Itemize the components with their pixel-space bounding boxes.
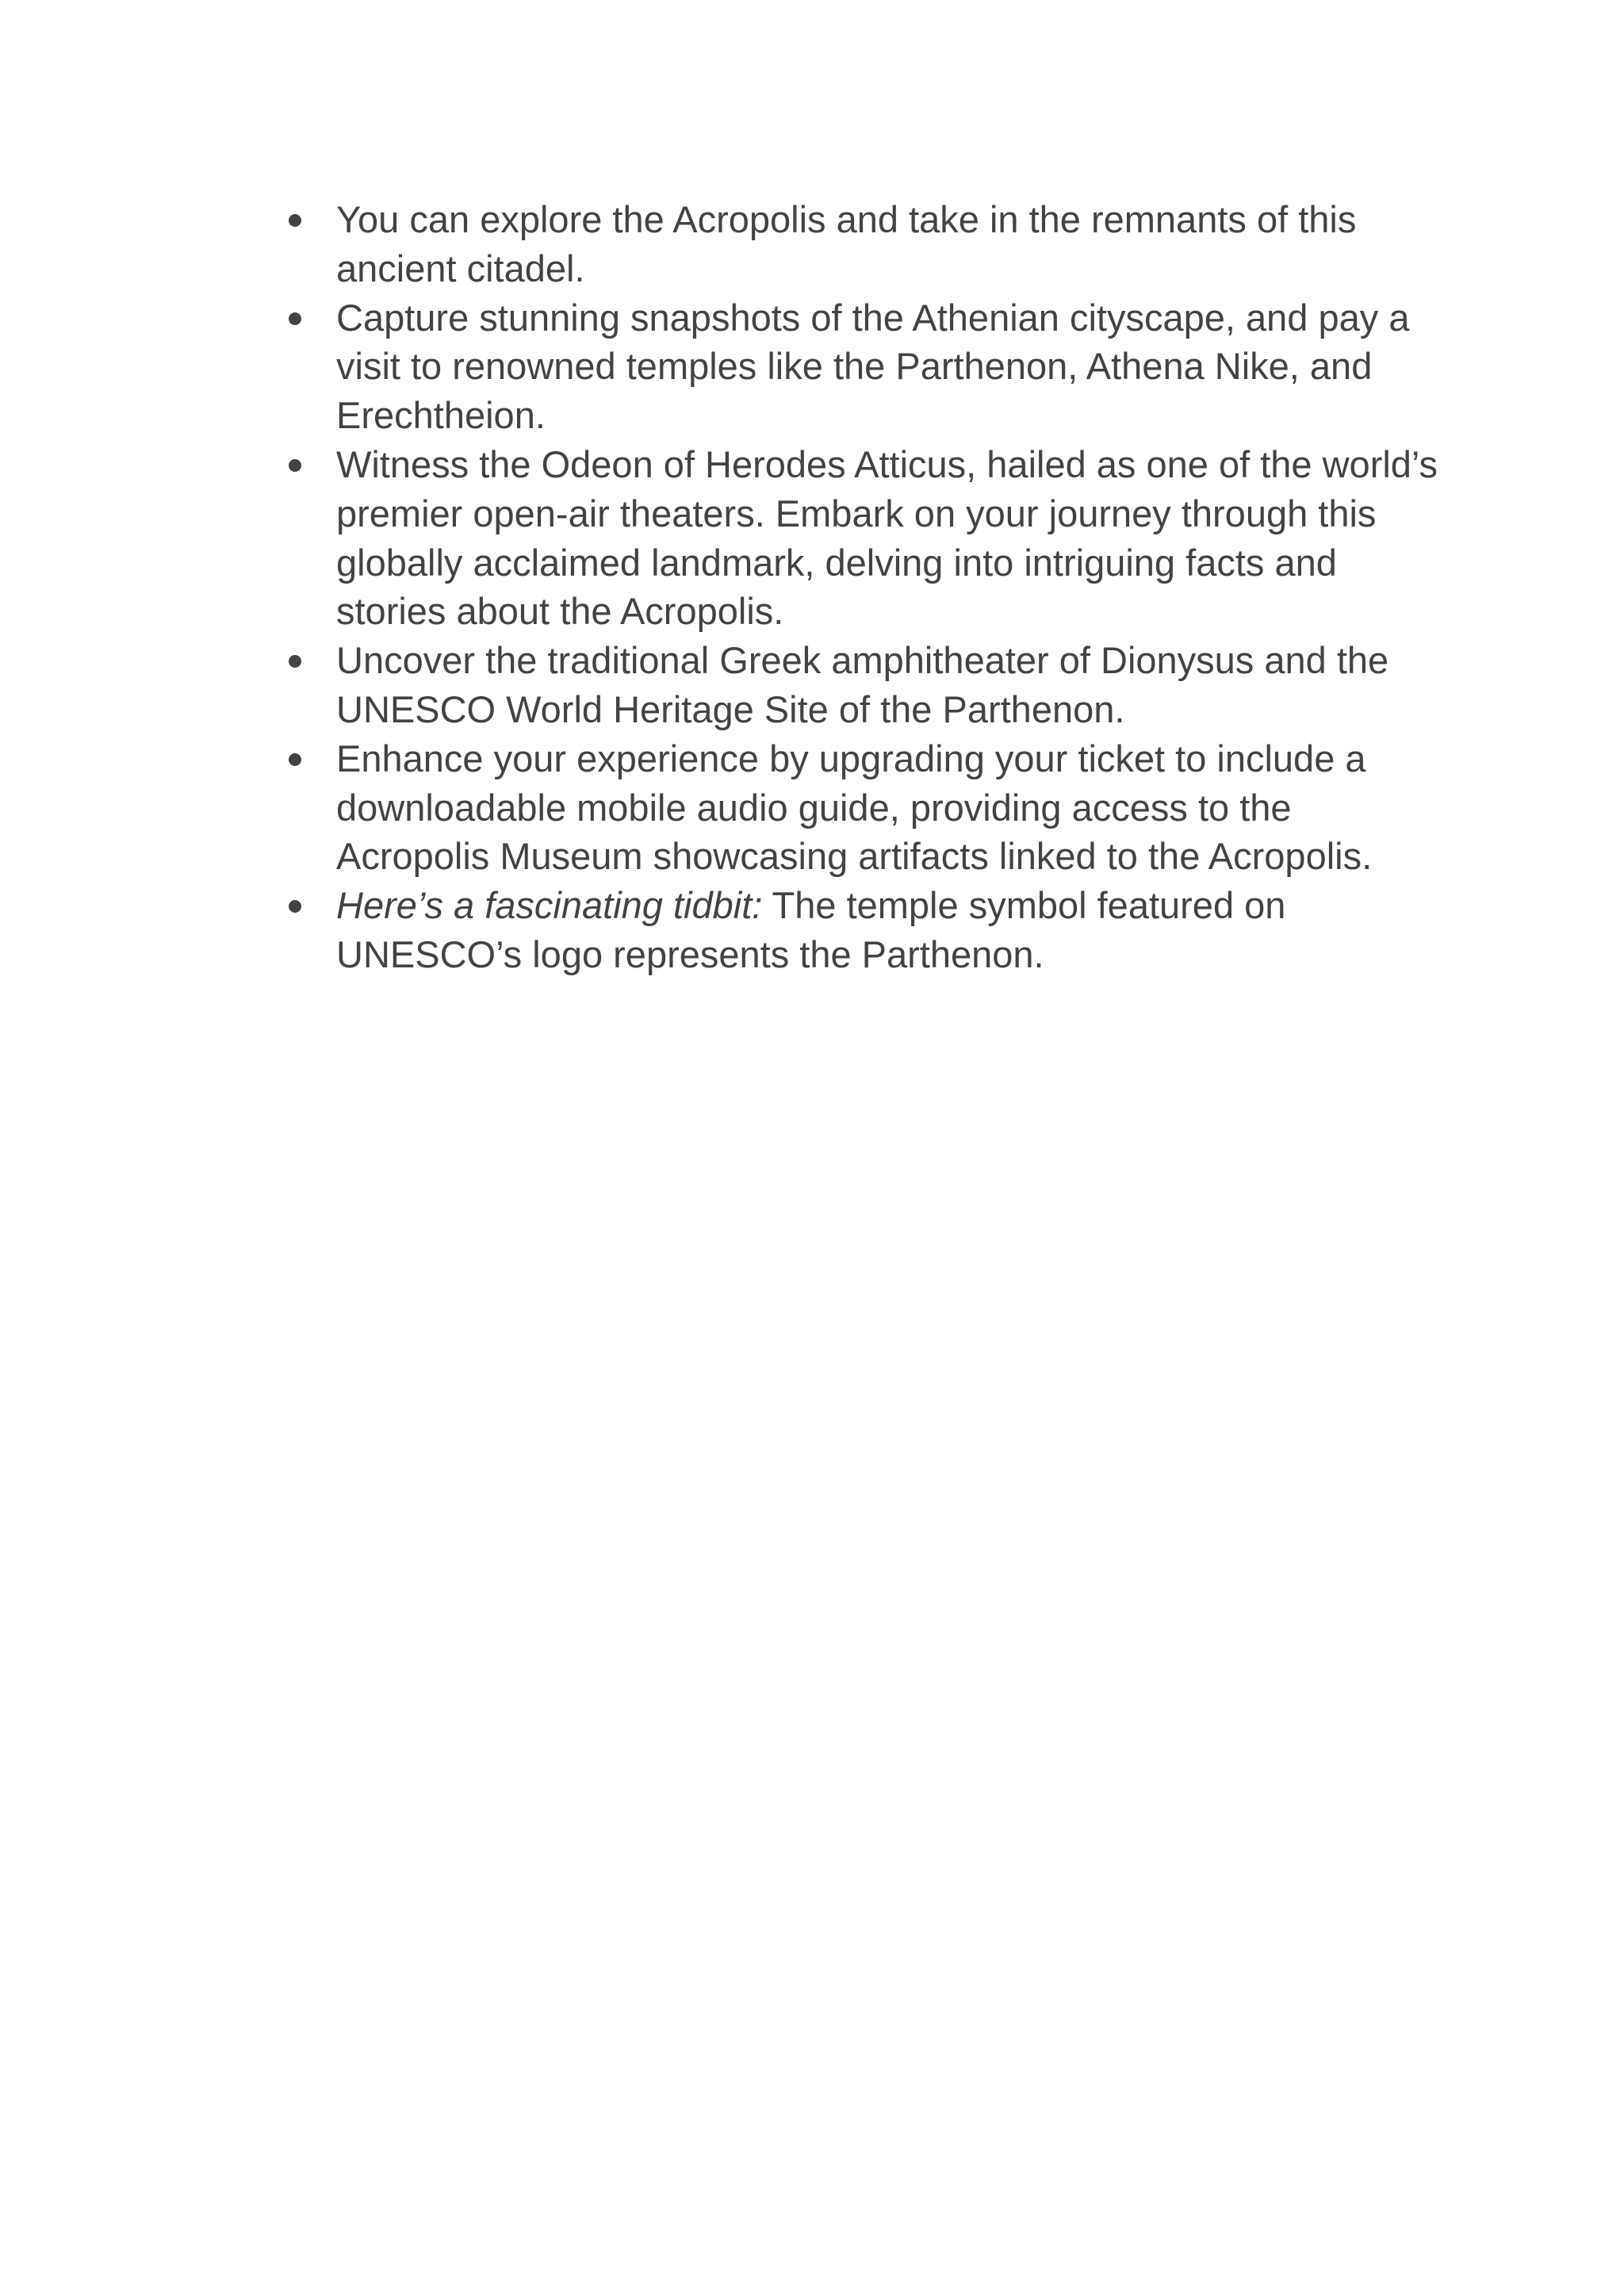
list-item-text: You can explore the Acropolis and take in the remnants of this ancient citadel. — [336, 198, 1357, 289]
list-item-text: Witness the Odeon of Herodes Atticus, hailed as one of the world’s premier open-air theaters. Embark on your journey through this globally acclaimed landmark, delving into intriguing facts and stories about the Acropolis. — [336, 442, 1438, 633]
list-item-text: Capture stunning snapshots of the Athenian cityscape, and pay a visit to renowned temples like the Parthenon, Athena Nike, and Erechtheion. — [336, 296, 1410, 437]
bullet-icon — [289, 753, 301, 766]
list-item — [285, 293, 1443, 440]
list-item-text: Enhance your experience by upgrading your ticket to include a downloadable mobile audio guide, providing access to the Acropolis Museum showcasing artifacts linked to the Acropolis. — [336, 737, 1373, 878]
bullet-icon — [289, 655, 301, 668]
list-item — [285, 734, 1443, 881]
list-item-text: Uncover the traditional Greek amphitheater of Dionysus and the UNESCO World Heritage Site of the Parthenon. — [336, 639, 1389, 730]
bullet-icon — [289, 900, 301, 913]
list-item — [285, 881, 1443, 979]
list-item — [285, 636, 1443, 734]
bullet-icon — [289, 312, 301, 325]
list-item — [285, 195, 1443, 293]
list-item-italic-lead: Here’s a fascinating tidbit: — [336, 884, 763, 927]
bullet-icon — [289, 459, 301, 472]
list-item — [285, 440, 1443, 636]
list-item-text: The temple symbol featured on UNESCO’s logo represents the Parthenon. — [336, 884, 1286, 975]
bullet-icon — [289, 214, 301, 227]
bullet-list — [285, 195, 1443, 979]
